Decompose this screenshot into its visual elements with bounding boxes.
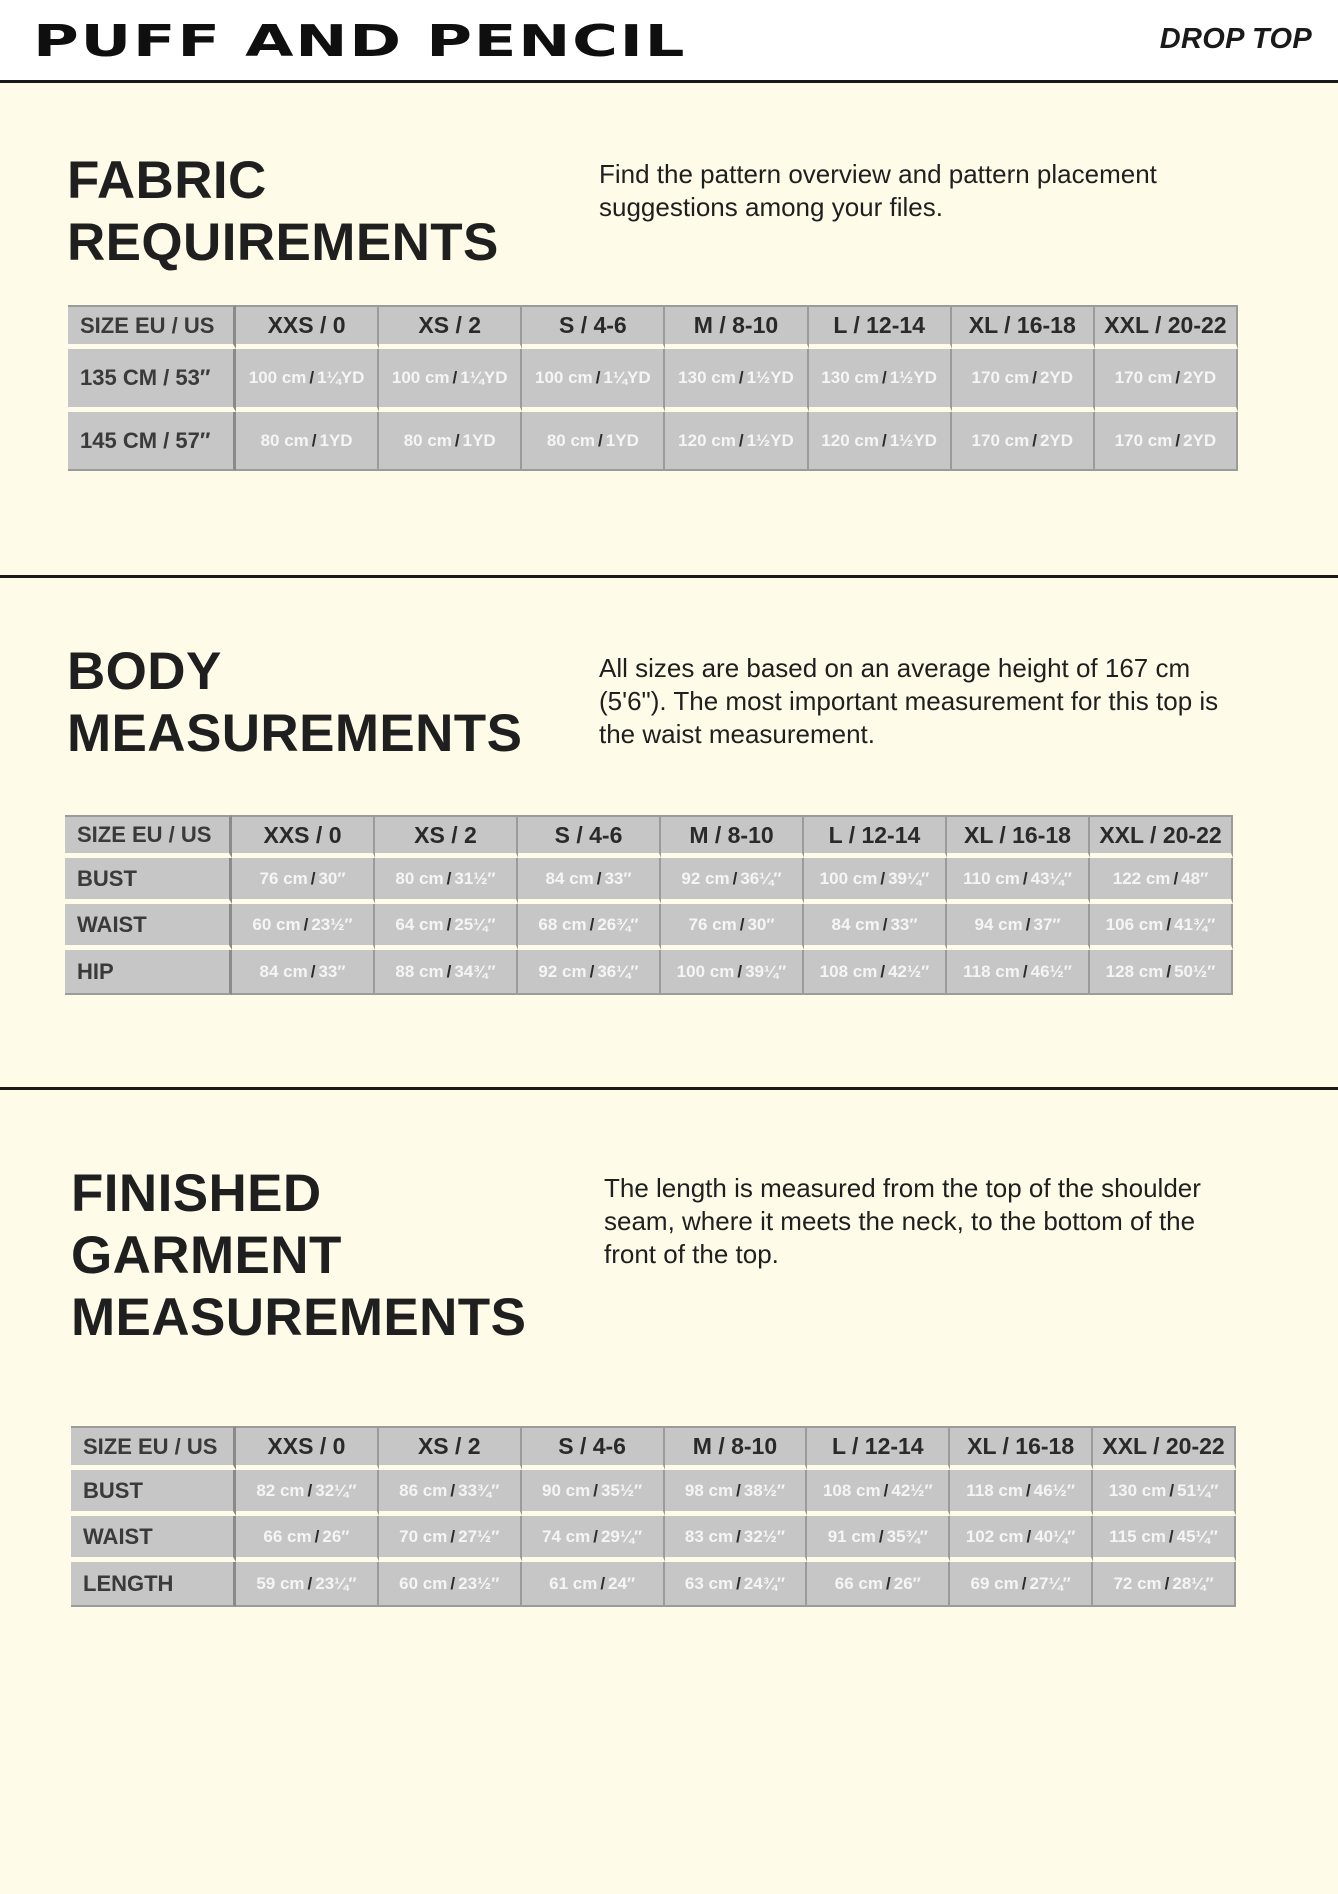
measurement-cell: [1093, 1562, 1236, 1607]
imperial-value: 43¼″: [1030, 868, 1072, 888]
measurement-cell: [518, 950, 661, 995]
metric-value: 66 cm: [263, 1526, 312, 1546]
size-header: S / 4-6: [522, 305, 665, 349]
imperial-value: 36¼″: [740, 868, 782, 888]
value-separator: /: [307, 1573, 313, 1593]
metric-value: 60 cm: [399, 1573, 448, 1593]
title-line: REQUIREMENTS: [67, 213, 499, 272]
metric-value: 130 cm: [678, 368, 736, 387]
measurement-cell: [950, 1470, 1093, 1516]
metric-value: 108 cm: [822, 1480, 881, 1500]
size-header: XL / 16-18: [952, 305, 1095, 349]
size-header: XL / 16-18: [947, 815, 1090, 858]
metric-value: 118 cm: [963, 961, 1020, 981]
imperial-value: 1½YD: [889, 430, 937, 450]
imperial-value: 26¾″: [597, 914, 639, 934]
value-separator: /: [303, 914, 309, 934]
metric-value: 82 cm: [256, 1480, 305, 1500]
measurement-cell: [522, 1516, 665, 1562]
imperial-value: 34¾″: [454, 961, 496, 981]
value-separator: /: [739, 914, 745, 934]
measurement-cell: [809, 412, 952, 471]
metric-value: 102 cm: [965, 1526, 1024, 1546]
metric-value: 80 cm: [395, 868, 444, 888]
imperial-value: 27½″: [458, 1526, 500, 1546]
finished-garment-table: [71, 1426, 1236, 1607]
metric-value: 76 cm: [259, 868, 308, 888]
imperial-value: 46½″: [1033, 1480, 1075, 1500]
imperial-value: 33″: [604, 868, 632, 888]
product-name: DROP TOP: [1159, 23, 1312, 55]
measurement-cell: [1093, 1516, 1236, 1562]
value-separator: /: [593, 1526, 598, 1546]
measurement-cell: [522, 349, 665, 412]
measurement-cell: [947, 904, 1090, 950]
row-label: LENGTH: [71, 1562, 236, 1607]
metric-value: 90 cm: [542, 1480, 591, 1500]
value-separator: /: [450, 1573, 456, 1593]
measurement-cell: [375, 950, 518, 995]
fabric-table: [68, 305, 1238, 471]
imperial-value: 23¼″: [315, 1573, 357, 1593]
measurement-cell: [1093, 1470, 1236, 1516]
metric-value: 100 cm: [819, 868, 878, 888]
metric-value: 130 cm: [1108, 1480, 1167, 1500]
value-separator: /: [1173, 868, 1179, 888]
metric-value: 84 cm: [831, 914, 880, 934]
metric-value: 88 cm: [395, 961, 444, 981]
value-separator: /: [1169, 1480, 1175, 1500]
imperial-value: 39¼″: [888, 868, 930, 888]
measurement-cell: [379, 1470, 522, 1516]
imperial-value: 1YD: [605, 430, 639, 450]
imperial-value: 33″: [318, 961, 346, 981]
size-column-header: SIZE EU / US: [65, 815, 232, 858]
value-separator: /: [600, 1573, 606, 1593]
measurement-cell: [1095, 412, 1238, 471]
size-header: XXS / 0: [232, 815, 375, 858]
imperial-value: 1YD: [462, 430, 496, 450]
value-separator: /: [446, 914, 452, 934]
imperial-value: 1YD: [319, 430, 353, 450]
measurement-cell: [1090, 858, 1233, 904]
fabric-description: Find the pattern overview and pattern placement suggestions among your files.: [599, 159, 1157, 222]
metric-value: 84 cm: [545, 868, 594, 888]
metric-value: 74 cm: [542, 1526, 591, 1546]
title-line: BODY: [67, 642, 222, 701]
value-separator: /: [1032, 368, 1037, 387]
row-label: WAIST: [71, 1516, 236, 1562]
measurement-cell: [379, 412, 522, 471]
imperial-value: 25¼″: [454, 914, 496, 934]
value-separator: /: [311, 430, 317, 450]
value-separator: /: [881, 368, 887, 387]
imperial-value: 1¼YD: [603, 368, 651, 387]
measurement-cell: [236, 1470, 379, 1516]
imperial-value: 26″: [893, 1573, 921, 1593]
measurement-cell: [522, 412, 665, 471]
value-separator: /: [878, 1526, 884, 1546]
metric-value: 100 cm: [676, 961, 735, 981]
size-header: S / 4-6: [522, 1426, 665, 1470]
measurement-cell: [809, 349, 952, 412]
value-separator: /: [1166, 961, 1172, 981]
imperial-value: 33″: [890, 914, 918, 934]
size-header: XL / 16-18: [950, 1426, 1093, 1470]
metric-value: 68 cm: [538, 914, 587, 934]
measurement-cell: [952, 349, 1095, 412]
table-header-row: [68, 305, 1238, 349]
imperial-value: 32½″: [743, 1526, 786, 1546]
value-separator: /: [738, 368, 744, 387]
imperial-value: 35½″: [600, 1480, 643, 1500]
imperial-value: 2YD: [1183, 368, 1217, 387]
value-separator: /: [310, 961, 316, 981]
metric-value: 63 cm: [684, 1573, 734, 1593]
brand-logo: PUFF AND PENCIL: [33, 16, 687, 67]
measurement-cell: [952, 412, 1095, 471]
metric-value: 80 cm: [403, 430, 452, 450]
metric-value: 100 cm: [248, 368, 307, 387]
size-column-header: SIZE EU / US: [68, 305, 236, 349]
metric-value: 92 cm: [538, 961, 587, 981]
metric-value: 76 cm: [688, 914, 737, 934]
imperial-value: 30″: [747, 914, 775, 934]
section-divider: [0, 575, 1338, 578]
value-separator: /: [454, 430, 460, 450]
measurement-cell: [665, 349, 808, 412]
value-separator: /: [450, 1480, 456, 1500]
metric-value: 130 cm: [821, 368, 879, 387]
row-label: WAIST: [65, 904, 232, 950]
metric-value: 84 cm: [259, 961, 308, 981]
table-row: [65, 950, 1233, 995]
title-line: FINISHED: [71, 1164, 322, 1223]
imperial-value: 1½YD: [889, 368, 937, 387]
metric-value: 64 cm: [395, 914, 444, 934]
value-separator: /: [1025, 914, 1031, 934]
metric-value: 72 cm: [1113, 1573, 1162, 1593]
imperial-value: 32¼″: [315, 1480, 357, 1500]
size-header: XXS / 0: [236, 305, 379, 349]
size-header: M / 8-10: [665, 305, 808, 349]
body-measurements-table: [65, 815, 1233, 995]
imperial-value: 29¼″: [600, 1526, 643, 1546]
table-row: [68, 412, 1238, 471]
measurement-cell: [236, 349, 379, 412]
imperial-value: 27¼″: [1029, 1573, 1071, 1593]
imperial-value: 42½″: [888, 961, 930, 981]
metric-value: 128 cm: [1105, 961, 1164, 981]
measurement-cell: [236, 1516, 379, 1562]
section-divider: [0, 1087, 1338, 1090]
imperial-value: 38½″: [743, 1480, 786, 1500]
measurement-cell: [807, 1516, 950, 1562]
value-separator: /: [1021, 1573, 1027, 1593]
table-row: [65, 858, 1233, 904]
size-header: L / 12-14: [809, 305, 952, 349]
table-row: [71, 1562, 1236, 1607]
measurement-cell: [804, 904, 947, 950]
title-line: MEASUREMENTS: [71, 1288, 527, 1347]
table-row: [65, 904, 1233, 950]
value-separator: /: [1175, 430, 1181, 450]
table-row: [71, 1516, 1236, 1562]
value-separator: /: [450, 1526, 456, 1546]
imperial-value: 2YD: [1183, 430, 1217, 450]
table-header-row: [71, 1426, 1236, 1470]
value-separator: /: [1166, 914, 1172, 934]
size-header: XS / 2: [375, 815, 518, 858]
page-header: [0, 0, 1338, 83]
measurement-cell: [236, 1562, 379, 1607]
metric-value: 122 cm: [1112, 868, 1171, 888]
imperial-value: 41¾″: [1174, 914, 1216, 934]
metric-value: 69 cm: [970, 1573, 1019, 1593]
metric-value: 83 cm: [684, 1526, 734, 1546]
value-separator: /: [880, 961, 886, 981]
value-separator: /: [736, 1526, 741, 1546]
row-label: HIP: [65, 950, 232, 995]
value-separator: /: [589, 961, 595, 981]
size-header: XXL / 20-22: [1090, 815, 1233, 858]
imperial-value: 37″: [1033, 914, 1061, 934]
measurement-cell: [950, 1516, 1093, 1562]
imperial-value: 23½″: [311, 914, 353, 934]
metric-value: 170 cm: [971, 430, 1030, 450]
imperial-value: 2YD: [1039, 368, 1074, 387]
metric-value: 100 cm: [391, 368, 450, 387]
metric-value: 61 cm: [549, 1573, 598, 1593]
value-separator: /: [737, 961, 743, 981]
row-label: 135 CM / 53″: [68, 349, 236, 412]
imperial-value: 1¼YD: [460, 368, 508, 387]
measurement-cell: [1090, 950, 1233, 995]
title-line: FABRIC: [67, 151, 267, 210]
value-separator: /: [886, 1573, 891, 1593]
value-separator: /: [589, 914, 595, 934]
size-header: XS / 2: [379, 1426, 522, 1470]
table-row: [68, 349, 1238, 412]
imperial-value: 24″: [608, 1573, 636, 1593]
imperial-value: 1½YD: [746, 430, 794, 450]
measurement-cell: [522, 1562, 665, 1607]
measurement-cell: [665, 1516, 808, 1562]
row-label: BUST: [71, 1470, 236, 1516]
measurement-cell: [232, 858, 375, 904]
value-separator: /: [1164, 1573, 1170, 1593]
table-header-row: [65, 815, 1233, 858]
imperial-value: 48″: [1181, 868, 1209, 888]
value-separator: /: [593, 1480, 598, 1500]
table-row: [71, 1470, 1236, 1516]
imperial-value: 50½″: [1174, 961, 1216, 981]
imperial-value: 31½″: [454, 868, 496, 888]
measurement-cell: [807, 1470, 950, 1516]
body-description: All sizes are based on an average height of 167 cm (5'6"). The most important measurement for this top is the waist measurement.: [599, 653, 1219, 749]
imperial-value: 33¾″: [458, 1480, 500, 1500]
value-separator: /: [1022, 961, 1028, 981]
measurement-cell: [375, 858, 518, 904]
value-separator: /: [880, 868, 886, 888]
measurement-cell: [518, 904, 661, 950]
metric-value: 170 cm: [1114, 430, 1173, 450]
size-header: M / 8-10: [665, 1426, 808, 1470]
metric-value: 80 cm: [260, 430, 309, 450]
imperial-value: 24¾″: [743, 1573, 786, 1593]
metric-value: 120 cm: [821, 430, 879, 450]
value-separator: /: [881, 430, 887, 450]
measurement-cell: [522, 1470, 665, 1516]
imperial-value: 40¼″: [1034, 1526, 1076, 1546]
value-separator: /: [307, 1480, 313, 1500]
size-column-header: SIZE EU / US: [71, 1426, 236, 1470]
imperial-value: 30″: [318, 868, 346, 888]
size-header: L / 12-14: [804, 815, 947, 858]
imperial-value: 2YD: [1039, 430, 1074, 450]
measurement-cell: [661, 858, 804, 904]
value-separator: /: [1168, 1526, 1174, 1546]
value-separator: /: [595, 368, 601, 387]
size-header: XXL / 20-22: [1093, 1426, 1236, 1470]
value-separator: /: [732, 868, 738, 888]
measurement-cell: [379, 1562, 522, 1607]
value-separator: /: [1175, 368, 1181, 387]
size-header: M / 8-10: [661, 815, 804, 858]
value-separator: /: [446, 961, 452, 981]
imperial-value: 42½″: [891, 1480, 933, 1500]
measurement-cell: [947, 858, 1090, 904]
fabric-title: [67, 150, 499, 274]
size-header: L / 12-14: [807, 1426, 950, 1470]
measurement-cell: [232, 904, 375, 950]
size-header: XS / 2: [379, 305, 522, 349]
metric-value: 108 cm: [819, 961, 878, 981]
metric-value: 110 cm: [963, 868, 1020, 888]
imperial-value: 26″: [322, 1526, 350, 1546]
measurement-cell: [804, 858, 947, 904]
value-separator: /: [598, 430, 603, 450]
metric-value: 66 cm: [834, 1573, 883, 1593]
imperial-value: 46½″: [1030, 961, 1072, 981]
value-separator: /: [1026, 1480, 1031, 1500]
metric-value: 59 cm: [256, 1573, 305, 1593]
size-header: XXL / 20-22: [1095, 305, 1238, 349]
measurement-cell: [804, 950, 947, 995]
value-separator: /: [736, 1573, 741, 1593]
value-separator: /: [596, 868, 602, 888]
metric-value: 80 cm: [546, 430, 596, 450]
value-separator: /: [1032, 430, 1037, 450]
imperial-value: 35¾″: [886, 1526, 928, 1546]
measurement-cell: [1090, 904, 1233, 950]
imperial-value: 1½YD: [746, 368, 794, 387]
imperial-value: 1¼YD: [317, 368, 365, 387]
imperial-value: 36¼″: [597, 961, 639, 981]
imperial-value: 23½″: [458, 1573, 500, 1593]
measurement-cell: [379, 349, 522, 412]
metric-value: 120 cm: [678, 430, 736, 450]
metric-value: 92 cm: [681, 868, 730, 888]
title-line: MEASUREMENTS: [67, 704, 523, 763]
metric-value: 60 cm: [252, 914, 301, 934]
value-separator: /: [1026, 1526, 1032, 1546]
metric-value: 170 cm: [1114, 368, 1173, 387]
metric-value: 98 cm: [684, 1480, 734, 1500]
title-line: GARMENT: [71, 1226, 342, 1285]
metric-value: 106 cm: [1105, 914, 1164, 934]
value-separator: /: [738, 430, 744, 450]
measurement-cell: [661, 950, 804, 995]
size-header: XXS / 0: [236, 1426, 379, 1470]
value-separator: /: [882, 914, 888, 934]
metric-value: 86 cm: [399, 1480, 448, 1500]
metric-value: 91 cm: [827, 1526, 876, 1546]
measurement-cell: [947, 950, 1090, 995]
body-title: [67, 641, 522, 765]
size-header: S / 4-6: [518, 815, 661, 858]
measurement-cell: [950, 1562, 1093, 1607]
measurement-cell: [665, 1470, 808, 1516]
metric-value: 170 cm: [971, 368, 1030, 387]
metric-value: 94 cm: [974, 914, 1023, 934]
measurement-cell: [379, 1516, 522, 1562]
imperial-value: 28¼″: [1172, 1573, 1214, 1593]
value-separator: /: [446, 868, 452, 888]
measurement-cell: [807, 1562, 950, 1607]
measurement-cell: [661, 904, 804, 950]
metric-value: 118 cm: [966, 1480, 1024, 1500]
metric-value: 70 cm: [399, 1526, 448, 1546]
imperial-value: 39¼″: [745, 961, 787, 981]
row-label: 145 CM / 57″: [68, 412, 236, 471]
value-separator: /: [1022, 868, 1028, 888]
measurement-cell: [518, 858, 661, 904]
row-label: BUST: [65, 858, 232, 904]
value-separator: /: [736, 1480, 741, 1500]
measurement-cell: [232, 950, 375, 995]
metric-value: 100 cm: [535, 368, 593, 387]
finished-description: The length is measured from the top of the shoulder seam, where it meets the neck, to the bottom of the front of the top.: [604, 1173, 1201, 1269]
measurement-cell: [375, 904, 518, 950]
imperial-value: 45¼″: [1176, 1526, 1218, 1546]
imperial-value: 51¼″: [1177, 1480, 1219, 1500]
value-separator: /: [314, 1526, 320, 1546]
value-separator: /: [309, 368, 315, 387]
measurement-cell: [1095, 349, 1238, 412]
metric-value: 115 cm: [1109, 1526, 1166, 1546]
finished-title: [71, 1163, 526, 1349]
value-separator: /: [452, 368, 458, 387]
measurement-cell: [665, 1562, 808, 1607]
value-separator: /: [883, 1480, 889, 1500]
measurement-cell: [665, 412, 808, 471]
measurement-cell: [236, 412, 379, 471]
value-separator: /: [310, 868, 316, 888]
